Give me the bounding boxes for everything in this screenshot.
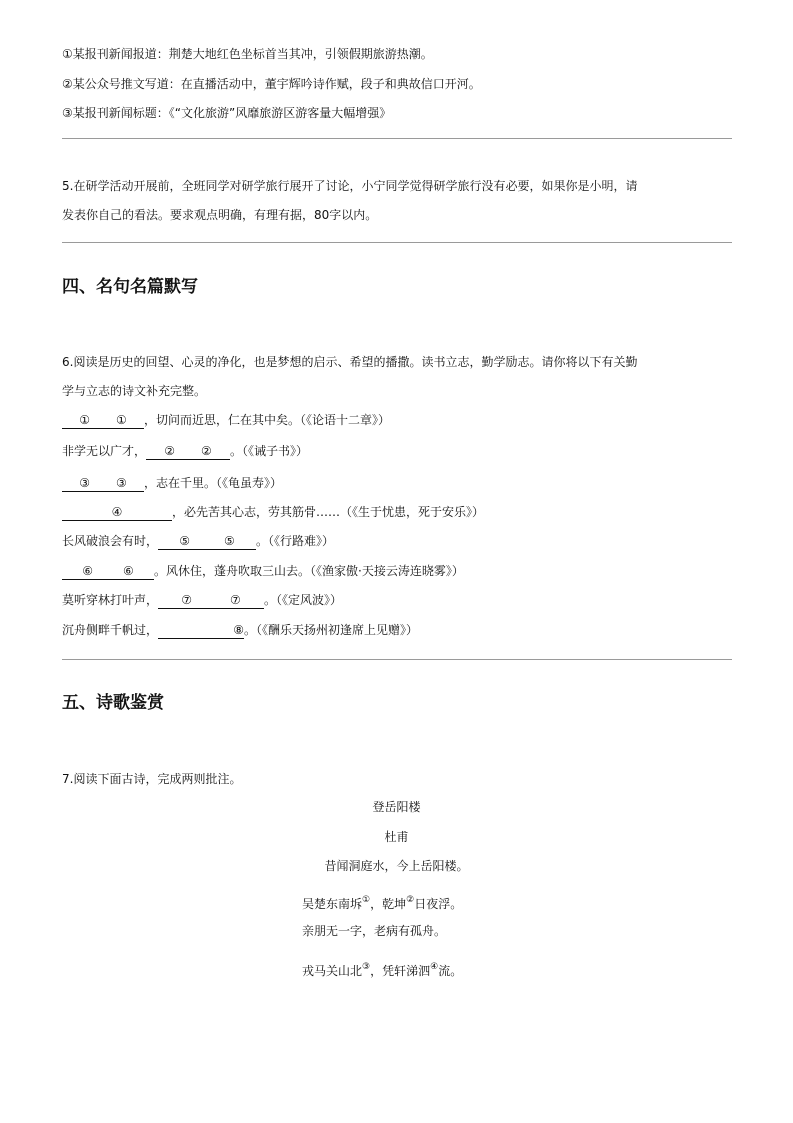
fill-line-text: 。（《酬乐天扬州初逢席上见赠》）: [244, 623, 419, 637]
fill-line-1: [62, 411, 390, 429]
poem-author: 杜甫: [384, 830, 409, 844]
annotation-note-2: ②: [406, 895, 415, 905]
fill-line-text: 。（《诫子书》）: [230, 444, 309, 458]
poem-text: ，凭轩涕泗: [370, 964, 431, 978]
question-5-line-2: 发表你自己的看法。要求观点明确，有理有据，80字以内。: [62, 208, 378, 222]
answer-blank-3[interactable]: [62, 475, 144, 492]
answer-blank-1[interactable]: [62, 412, 144, 429]
fill-line-lead: 长风破浪会有时，: [62, 534, 159, 548]
fill-line-text: 。风休住，蓬舟吹取三山去。（《渔家傲·天接云涛连晓雾》）: [154, 564, 464, 578]
blank-mark: ③: [116, 476, 127, 490]
annotation-note-1: ①: [362, 895, 371, 905]
answer-blank-5[interactable]: [158, 533, 256, 550]
question-6-intro-line-1: 6.阅读是历史的回望、心灵的净化，也是梦想的启示、希望的播撒。读书立志，勤学励志。请你将以下有关勤: [62, 355, 638, 369]
answer-blank-8[interactable]: [158, 622, 244, 639]
blank-mark: ②: [201, 444, 212, 458]
blank-number: ⑤: [179, 534, 191, 548]
poem-line-1: 昔闻洞庭水，今上岳阳楼。: [324, 859, 469, 873]
poem-text: 戎马关山北: [302, 964, 363, 978]
poem-line-2: [302, 891, 462, 913]
blank-number: ④: [111, 505, 123, 519]
blank-mark: ①: [116, 413, 127, 427]
blank-number: ⑦: [181, 593, 193, 607]
fill-line-text: ，切问而近思，仁在其中矣。（《论语十二章》）: [144, 413, 391, 427]
poem-line-3: 亲朋无一字，老病有孤舟。: [302, 924, 447, 938]
blank-mark: ⑥: [123, 564, 134, 578]
blank-mark: ⑦: [230, 593, 241, 607]
fill-line-text: 。（《定风波》）: [264, 593, 343, 607]
divider: [62, 242, 732, 243]
example-item-3: ③某报刊新闻标题：《“文化旅游”风靡旅游区游客量大幅增强》: [62, 106, 392, 120]
section-5-heading: 五、诗歌鉴赏: [62, 693, 164, 713]
question-6-intro-line-2: 学与立志的诗文补充完整。: [62, 384, 207, 398]
fill-line-lead: 莫听穿林打叶声，: [62, 593, 159, 607]
fill-line-lead: 沉舟侧畔千帆过，: [62, 623, 159, 637]
blank-number: ⑥: [82, 564, 93, 578]
example-item-1: ①某报刊新闻报道：荆楚大地红色坐标首当其冲，引领假期旅游热潮。: [62, 47, 433, 61]
fill-line-5: [62, 532, 334, 550]
blank-number: ①: [79, 413, 90, 427]
fill-line-8: [62, 621, 418, 639]
question-7-prompt: 7.阅读下面古诗，完成两则批注。: [62, 772, 242, 786]
blank-number: ③: [79, 476, 90, 490]
section-4-heading: 四、名句名篇默写: [62, 277, 198, 297]
fill-line-4: [62, 503, 484, 521]
divider: [62, 138, 732, 139]
fill-line-3: [62, 474, 282, 492]
annotation-note-4: ④: [430, 962, 439, 972]
poem-text: 流。: [438, 964, 463, 978]
answer-blank-6[interactable]: [62, 563, 154, 580]
blank-mark: ⑧: [233, 623, 245, 637]
answer-blank-7[interactable]: [158, 592, 264, 609]
example-item-2: ②某公众号推文写道：在直播活动中，董宇辉吟诗作赋，段子和典故信口开河。: [62, 77, 481, 91]
fill-line-text: ，必先苦其心志，劳其筋骨……（《生于忧患，死于安乐》）: [172, 505, 485, 519]
fill-line-text: 。（《行路难》）: [256, 534, 335, 548]
question-5-line-1: 5.在研学活动开展前，全班同学对研学旅行展开了讨论，小宁同学觉得研学旅行没有必要，如果你是小明，请: [62, 179, 638, 193]
answer-blank-4[interactable]: [62, 504, 172, 521]
poem-text: 日夜浮。: [414, 897, 463, 911]
answer-blank-2[interactable]: [146, 443, 230, 460]
fill-line-lead: 非学无以广才，: [62, 444, 147, 458]
divider: [62, 659, 732, 660]
poem-text: ，乾坤: [370, 897, 407, 911]
fill-line-text: ，志在千里。（《龟虽寿》）: [144, 476, 283, 490]
poem-title: 登岳阳楼: [372, 800, 421, 814]
poem-line-4: [302, 958, 462, 980]
poem-text: 吴楚东南坼: [302, 897, 363, 911]
fill-line-6: [62, 562, 464, 580]
fill-line-2: [62, 442, 308, 460]
blank-mark: ⑤: [224, 534, 235, 548]
blank-number: ②: [164, 444, 176, 458]
fill-line-7: [62, 591, 342, 609]
annotation-note-3: ③: [362, 962, 371, 972]
